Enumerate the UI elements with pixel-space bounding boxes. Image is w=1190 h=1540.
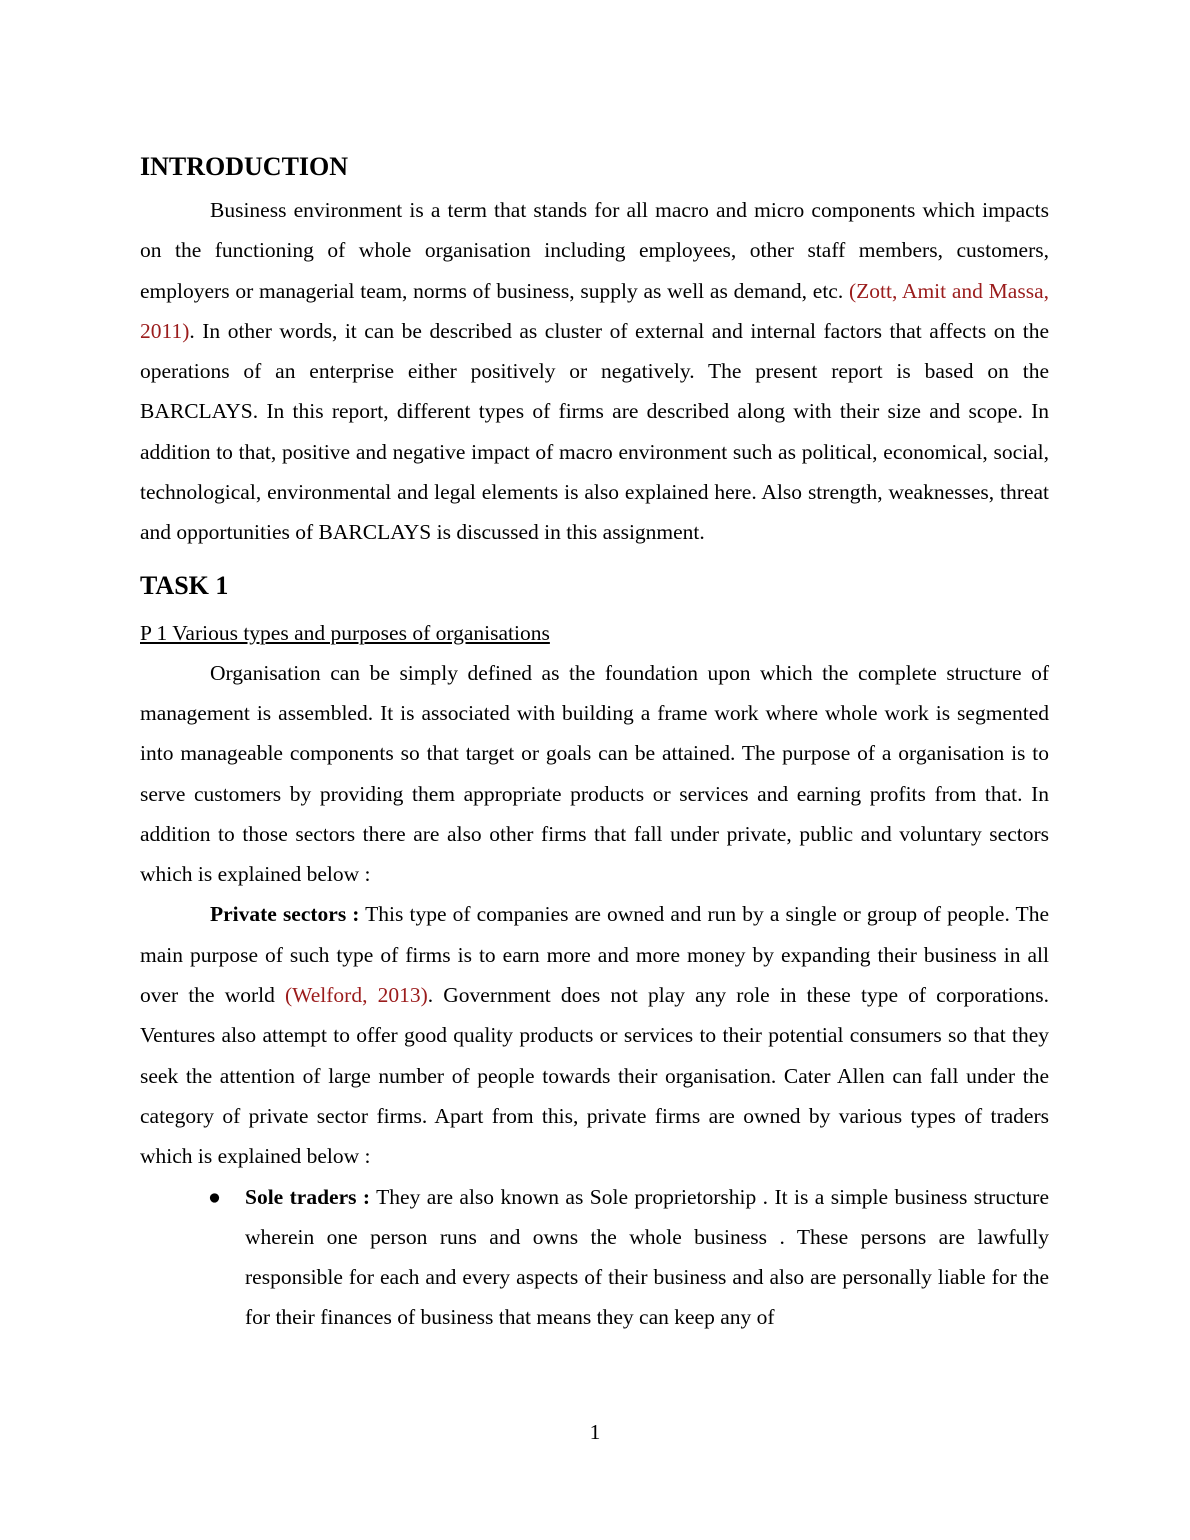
- private-sectors-label: Private sectors :: [210, 902, 360, 927]
- p1-subheading: P 1 Various types and purposes of organisations: [140, 620, 550, 645]
- introduction-text-post: . In other words, it can be described as cluster of external and internal factors that affects on the operations of an enterprise either positively or negatively. The present report is based on the BARCLAYS. In this report, different types of firms are described along with their size and scope. In addition to that, positive and negative impact of macro environment such as political, economical, social, technological, environmental and legal elements is also explained here. Also strength, weaknesses, threat and opportunities of BARCLAYS is discussed in this assignment.: [140, 318, 1049, 545]
- task1-heading: TASK 1: [140, 570, 229, 600]
- citation-zott: (Zott, Amit and Massa, 2011): [140, 278, 1049, 343]
- page-number: 1: [589, 1420, 601, 1444]
- introduction-heading: INTRODUCTION: [140, 152, 349, 181]
- sole-traders-text: They are also known as Sole proprietorship . It is a simple business structure wherein one person runs and owns the whole business . These persons are lawfully responsible for each and every aspects of their business and also are personally liable for the for their finances of business that means they can keep any of: [245, 1184, 1049, 1330]
- introduction-text-pre: Business environment is a term that stands for all macro and micro components which impacts on the functioning of whole organisation including employees, other staff members, customers, employers or managerial team, norms of business, supply as well as demand, etc.: [140, 198, 1049, 303]
- citation-welford: (Welford, 2013): [285, 983, 428, 1008]
- private-sectors-text-post: . Government does not play any role in these type of corporations. Ventures also attempt to offer good quality products or services to their potential consumers so that they seek the attention of large number of people towards their organisation. Cater Allen can fall under the category of private sector firms. Apart from this, private firms are owned by various types of traders which is explained below :: [140, 983, 1049, 1169]
- list-item: [208, 1177, 1049, 1338]
- sole-traders-label: Sole traders :: [245, 1184, 371, 1209]
- bullet-icon: ●: [208, 1184, 221, 1209]
- introduction-paragraph: [140, 190, 1049, 553]
- document-page: [140, 148, 1049, 1338]
- trader-types-list: [140, 1177, 1049, 1338]
- organisation-paragraph: Organisation can be simply defined as the foundation upon which the complete structure of management is assembled. It is associated with building a frame work where whole work is segmented into manageable components so that target or goals can be attained. The purpose of a organisation is to serve customers by providing them appropriate products or services and earning profits from that. In addition to those sectors there are also other firms that fall under private, public and voluntary sectors which is explained below :: [140, 660, 1049, 887]
- private-sectors-text-pre: This type of companies are owned and run by a single or group of people. The main purpose of such type of firms is to earn more and more money by expanding their business in all over the world: [140, 902, 1049, 1008]
- private-sectors-paragraph: [140, 894, 1049, 1176]
